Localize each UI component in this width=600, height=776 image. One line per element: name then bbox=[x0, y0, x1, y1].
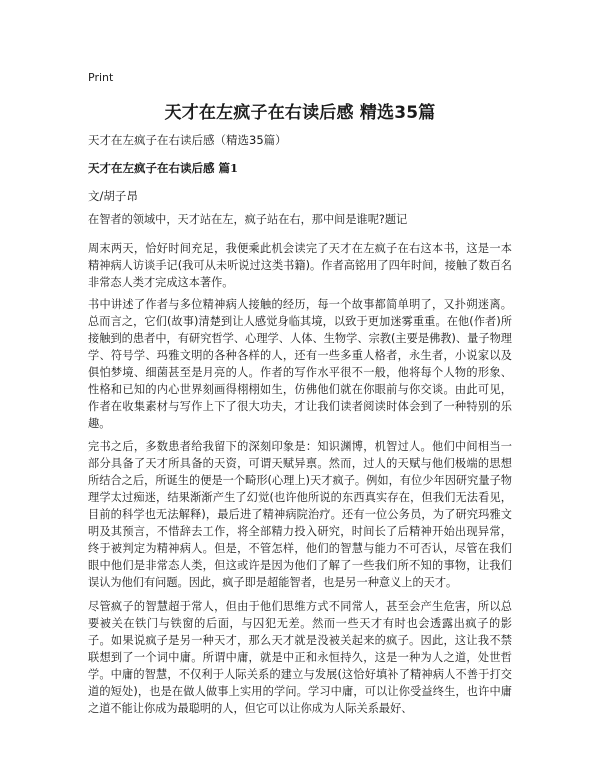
author-line: 文/胡子昂 bbox=[88, 189, 138, 203]
paragraph: 尽管疯子的智慧超于常人，但由于他们思维方式不同常人，甚至会产生危害，所以总要被关在铁门与铁窗的后面，与囚犯无差。然而一些天才有时也会透露出疯子的影子。如果说疯子是另一种天才，那么天才就是没被关起来的疯子。因此，这让我不禁联想到了一个词中庸。所谓中庸，就是中正和永恒持久，这是一种为人之道，处世哲学。中庸的智慧，不仅利于人际关系的建立与发展(这恰好填补了精神病人不善于打交道的短处)，也是在做人做事上实用的学问。学习中庸，可以让你受益终生，也许中庸之道不能让你成为最聪明的人，但它可以让你成为人际关系最好、 bbox=[88, 600, 512, 715]
paragraph: 周末两天，恰好时间充足，我便乘此机会读完了天才在左疯子在右这本书，这是一本精神病人访谈手记(我可从未听说过这类书籍)。作者高铭用了四年时间，接触了数百名非常态人类才完成这本著作。 bbox=[88, 242, 512, 289]
page-title: 天才在左疯子在右读后感 精选35篇 bbox=[164, 103, 436, 123]
paragraph: 书中讲述了作者与多位精神病人接触的经历，每一个故事都简单明了，又扑朔迷离。总而言之，它们(故事)清楚到让人感觉身临其境，以致于更加迷雾重重。在他(作者)所接触到的患者中，有研究哲学、心理学、人体、生物学、宗教(主要是佛教)、量子物理学、符号学、玛雅文明的各种各样的人，还有一些多重人格者，永生者，小说家以及俱怕梦境、细菌甚至是月亮的人。作者的写作水平很不一般，他将每个人物的形象、性格和已知的内心世界刻画得栩栩如生，仿佛他们就在你眼前与你交谈。由此可见，作者在收集素材与写作上下了很大功夫，才让我们读者阅读时体会到了一种特别的乐趣。 bbox=[88, 298, 512, 430]
section-heading: 天才在左疯子在右读后感 篇1 bbox=[88, 161, 239, 175]
paragraph-epigraph: 在智者的领域中，天才站在左，疯子站在右，那中间是谁呢?题记 bbox=[88, 213, 408, 226]
print-link[interactable]: Print bbox=[88, 71, 114, 84]
subtitle: 天才在左疯子在右读后感（精选35篇） bbox=[88, 133, 287, 147]
paragraph: 完书之后，多数患者给我留下的深刻印象是：知识渊博，机智过人。他们中间相当一部分具备了天才所具备的天资，可谓天赋异禀。然而，过人的天赋与他们极端的思想所结合之后，所诞生的便是一个畸形(心理上)天才疯子。例如，有位少年因研究量子物理学太过痴迷，结果渐渐产生了幻觉(也许他所说的东西真实存在，但我们无法看见，目前的科学也无法解释)，最后进了精神病院治疗。还有一位公务员，为了研究玛雅文明及其预言，不惜辞去工作，将全部精力投入研究，时间长了后精神开始出现异常，终于被判定为精神病人。但是，不管怎样，他们的智慧与能力不可否认，尽管在我们眼中他们是非常态人类，但这或许是因为他们了解了一些我们所不知的事物，让我们误认为他们有问题。因此，疯子即是超能智者，也是另一种意义上的天才。 bbox=[88, 440, 512, 589]
